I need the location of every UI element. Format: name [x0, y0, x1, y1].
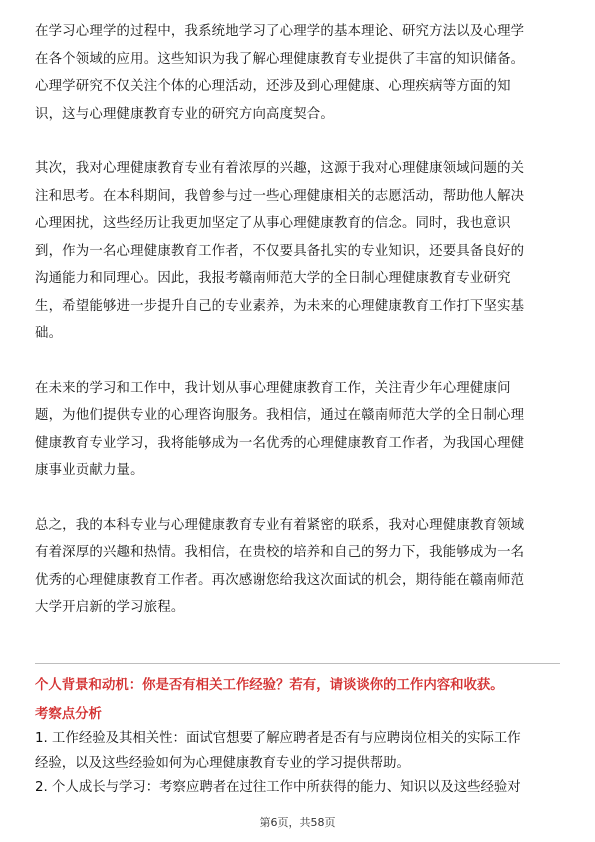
analysis-point-line: 2. 个人成长与学习：考察应聘者在过往工作中所获得的能力、知识以及这些经验对 — [35, 780, 521, 795]
text-line: 沟通能力和同理心。因此，我报考赣南师范大学的全日制心理健康教育专业研究 — [35, 271, 511, 286]
text-line: 到，作为一名心理健康教育工作者，不仅要具备扎实的专业知识，还要具备良好的 — [35, 243, 525, 259]
text-line: 优秀的心理健康教育工作者。再次感谢您给我这次面试的机会，期待能在赣南师范 — [35, 572, 525, 588]
text-line: 康事业贡献力量。 — [35, 463, 144, 478]
analysis-point-line: 1. 工作经验及其相关性：面试官想要了解应聘者是否有与应聘岗位相关的实际工作 — [35, 731, 521, 746]
text-line: 健康教育专业学习，我将能够成为一名优秀的心理健康教育工作者，为我国心理健 — [35, 435, 525, 451]
text-line: 在未来的学习和工作中，我计划从事心理健康教育工作，关注青少年心理健康问 — [35, 380, 511, 396]
text-line: 总之，我的本科专业与心理健康教育专业有着紧密的联系，我对心理健康教育领域 — [35, 517, 525, 533]
page-number-footer: 第6页，共58页 — [259, 816, 336, 829]
text-line: 其次，我对心理健康教育专业有着浓厚的兴趣，这源于我对心理健康领域问题的关 — [35, 161, 525, 176]
text-line: 生，希望能够进一步提升自己的专业素养，为未来的心理健康教育工作打下坚实基 — [35, 298, 525, 314]
body-text — [35, 18, 560, 649]
analysis-point-line: 经验，以及这些经验如何为心理健康教育专业的学习提供帮助。 — [35, 755, 410, 771]
paragraph-1 — [35, 18, 560, 128]
text-line: 注和思考。在本科期间，我曾参与过一些心理健康相关的志愿活动，帮助他人解决 — [35, 188, 525, 204]
text-line: 在学习心理学的过程中，我系统地学习了心理学的基本理论、研究方法以及心理学 — [35, 24, 525, 39]
text-line: 心理困扰，这些经历让我更加坚定了从事心理健康教育的信念。同时，我也意识 — [35, 216, 511, 231]
paragraph-2 — [35, 155, 560, 348]
section-divider — [35, 663, 560, 664]
paragraph-4 — [35, 512, 560, 622]
text-line: 大学开启新的学习旅程。 — [35, 600, 185, 615]
analysis-heading: 考察点分析 — [35, 707, 102, 722]
text-line: 有着深厚的兴趣和热情。我相信，在贵校的培养和自己的努力下，我能够成为一名 — [35, 545, 525, 560]
analysis-points — [35, 727, 565, 801]
text-line: 心理学研究不仅关注个体的心理活动，还涉及到心理健康、心理疾病等方面的知 — [35, 79, 511, 94]
text-line: 础。 — [35, 326, 63, 341]
paragraph-3 — [35, 375, 560, 485]
text-line: 识，这与心理健康教育专业的研究方向高度契合。 — [35, 106, 334, 122]
interview-question: 个人背景和动机：你是否有相关工作经验？若有，请谈谈你的工作内容和收获。 — [35, 678, 504, 693]
text-line: 题，为他们提供专业的心理咨询服务。我相信，通过在赣南师范大学的全日制心理 — [35, 408, 525, 423]
text-line: 在各个领域的应用。这些知识为我了解心理健康教育专业提供了丰富的知识储备。 — [35, 51, 525, 67]
